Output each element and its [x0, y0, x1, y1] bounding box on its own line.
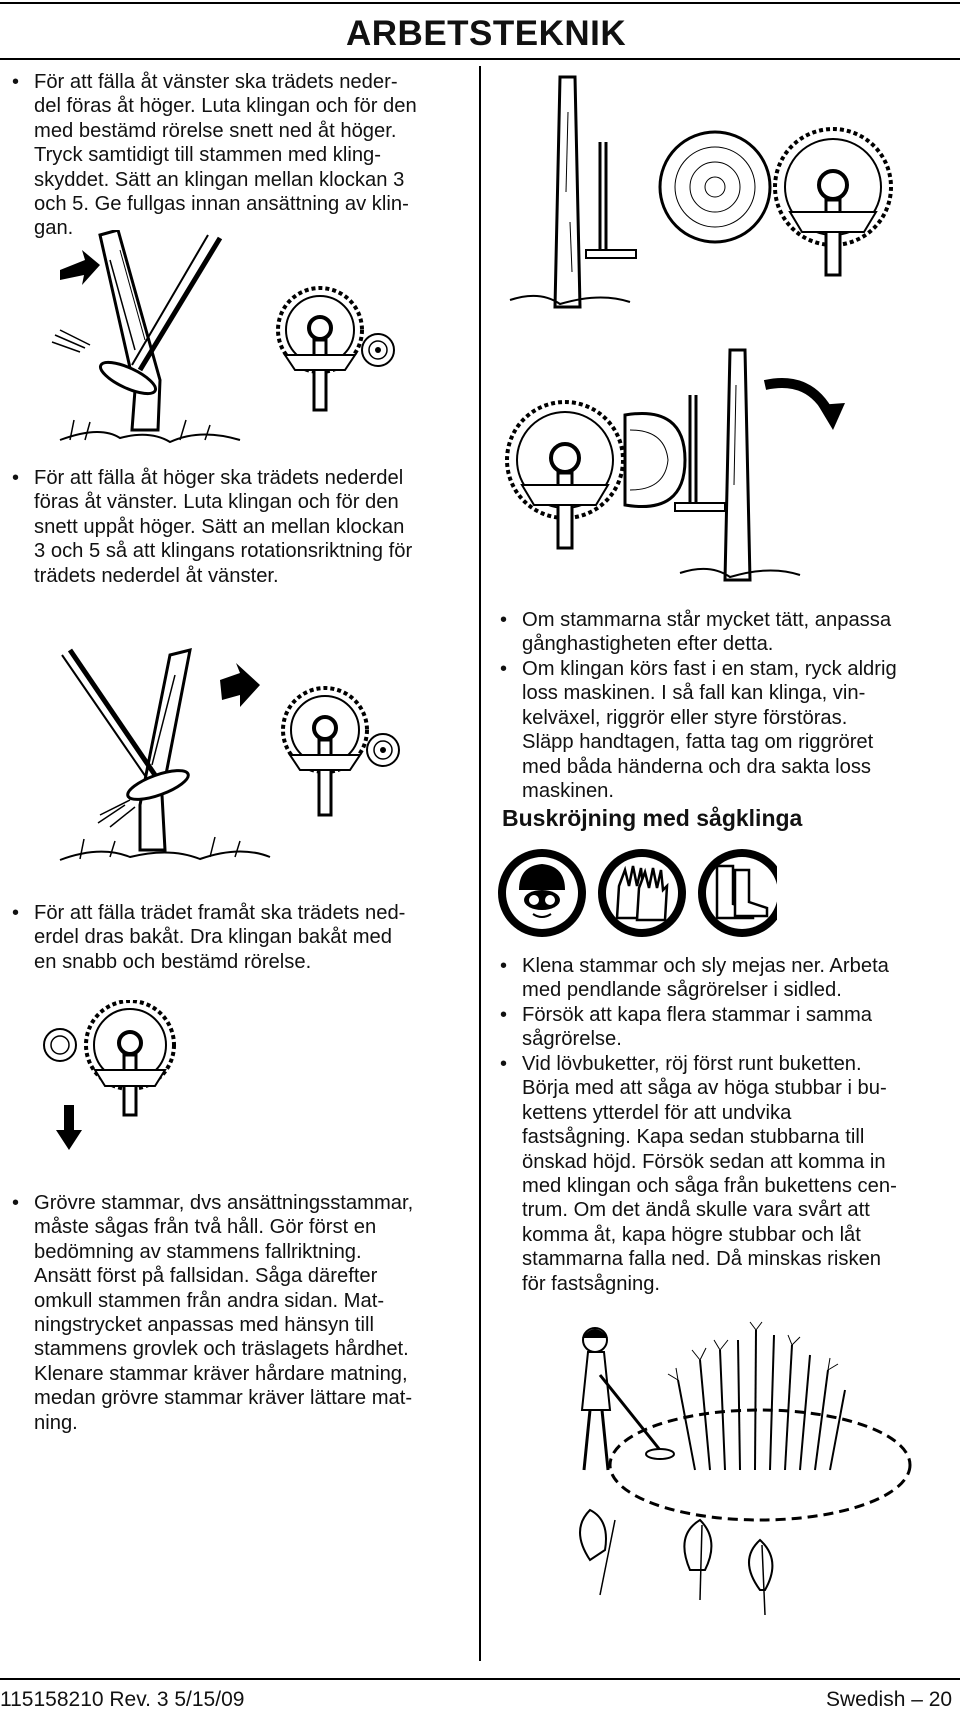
bullet-fell-forward — [10, 901, 494, 974]
pull-back-illustration — [40, 1000, 240, 1160]
helmet-ear-protection-icon — [498, 849, 586, 937]
bullet-text: Om klingan körs fast i en stam, ryck aldrig loss maskinen. I så fall kan klinga, vin- kelväxel, riggrör eller styre förstöras. Släpp handtagen, fatta tag om riggröret med båda händerna och dra sakta loss maskinen. — [522, 658, 897, 803]
bullet-dot: • — [12, 1192, 20, 1214]
bullet-fell-right — [10, 466, 494, 588]
two-sided-cut-illustration-1 — [500, 72, 900, 317]
footer-rule — [0, 1678, 960, 1680]
arrow-right-icon — [220, 663, 260, 707]
ppe-icons — [497, 848, 777, 938]
bullet-leaf-clusters — [498, 1052, 960, 1296]
footer-language-page: Swedish – 20 — [826, 1688, 953, 1711]
bullet-dot: • — [500, 1053, 508, 1075]
bullet-dot: • — [12, 902, 20, 924]
bullet-text: Om stammarna står mycket tätt, anpassa gånghastigheten efter detta. — [522, 609, 892, 656]
fell-right-illustration — [40, 645, 460, 875]
bullet-text: För att fälla trädet framåt ska trädets ned- erdel dras bakåt. Dra klingan bakåt med en snabb och bestämd rörelse. — [34, 902, 406, 973]
bullet-dot: • — [500, 1004, 508, 1026]
bullet-dot: • — [500, 658, 508, 680]
two-sided-cut-illustration-2 — [500, 345, 900, 590]
bullet-dot: • — [500, 609, 508, 631]
arrow-curved-icon — [818, 403, 845, 430]
bullet-text: Grövre stammar, dvs ansättningsstammar, måste sågas från två håll. Gör först en bedömning av stammens fallriktning. Ansätt först på fallsidan. Såga därefter omkull stammen från andra sidan. Mat- ningstrycket anpassas med hänsyn till stammens grovlek och träslagets hårdhet. Klenare stammar kräver hårdare matning, medan grövre stammar kräver lättare mat- ning. — [34, 1192, 414, 1434]
bullet-text: Vid lövbuketter, röj först runt buketten. Börja med att såga av höga stubbar i bu- kettens ytterdel för att undvika fastsågning. Kapa sedan stubbarna till önskad höjd. Försök sedan att komma in med klingan och såga från bukettens cen- trum. Om det ändå skulle vara svårt att komma åt, kapa högre stubbar och låt stammarna falla ned. Då minskas risken för fastsågning. — [522, 1053, 897, 1295]
footer-doc-number: 115158210 Rev. 3 5/15/09 — [0, 1688, 245, 1711]
header-rule — [0, 58, 960, 60]
bullet-dot: • — [500, 955, 508, 977]
bullet-text: För att fälla åt höger ska trädets nederdel föras åt vänster. Luta klingan och för den snett uppåt höger. Sätt an mellan klockan 3 och 5 så att klingans rotationsriktning för trädets nederdel åt vänster. — [34, 467, 413, 587]
brush-clearing-illustration — [560, 1320, 940, 1640]
bullet-multiple-stems — [498, 1003, 960, 1052]
top-rule — [0, 2, 960, 4]
page-title: ARBETSTEKNIK — [346, 14, 627, 53]
gloves-icon — [598, 849, 686, 937]
fell-left-illustration — [40, 230, 460, 455]
bullet-fell-left — [10, 70, 494, 241]
bullet-dense-stems — [498, 608, 960, 657]
section-heading: Buskröjning med sågklinga — [502, 805, 803, 831]
bullet-text: För att fälla åt vänster ska trädets neder- del föras åt höger. Luta klingan och för den med bestämd rörelse snett ned åt höger. Tryck samtidigt till stammen med kling- skyddet. Sätt an klingan mellan klockan 3 och 5. Ge fullgas innan ansättning av klin- gan. — [34, 71, 417, 240]
bullet-dot: • — [12, 71, 20, 93]
arrow-left-icon — [60, 250, 100, 285]
bullet-thin-stems — [498, 954, 960, 1003]
bullet-thick-stems — [10, 1191, 494, 1435]
arrow-down-icon — [56, 1105, 82, 1150]
boots-icon — [698, 849, 777, 937]
bullet-stuck-blade — [498, 657, 960, 803]
bullet-dot: • — [12, 467, 20, 489]
bullet-text: Försök att kapa flera stammar i samma sågrörelse. — [522, 1004, 873, 1051]
bullet-text: Klena stammar och sly mejas ner. Arbeta med pendlande sågrörelser i sidled. — [522, 955, 889, 1002]
